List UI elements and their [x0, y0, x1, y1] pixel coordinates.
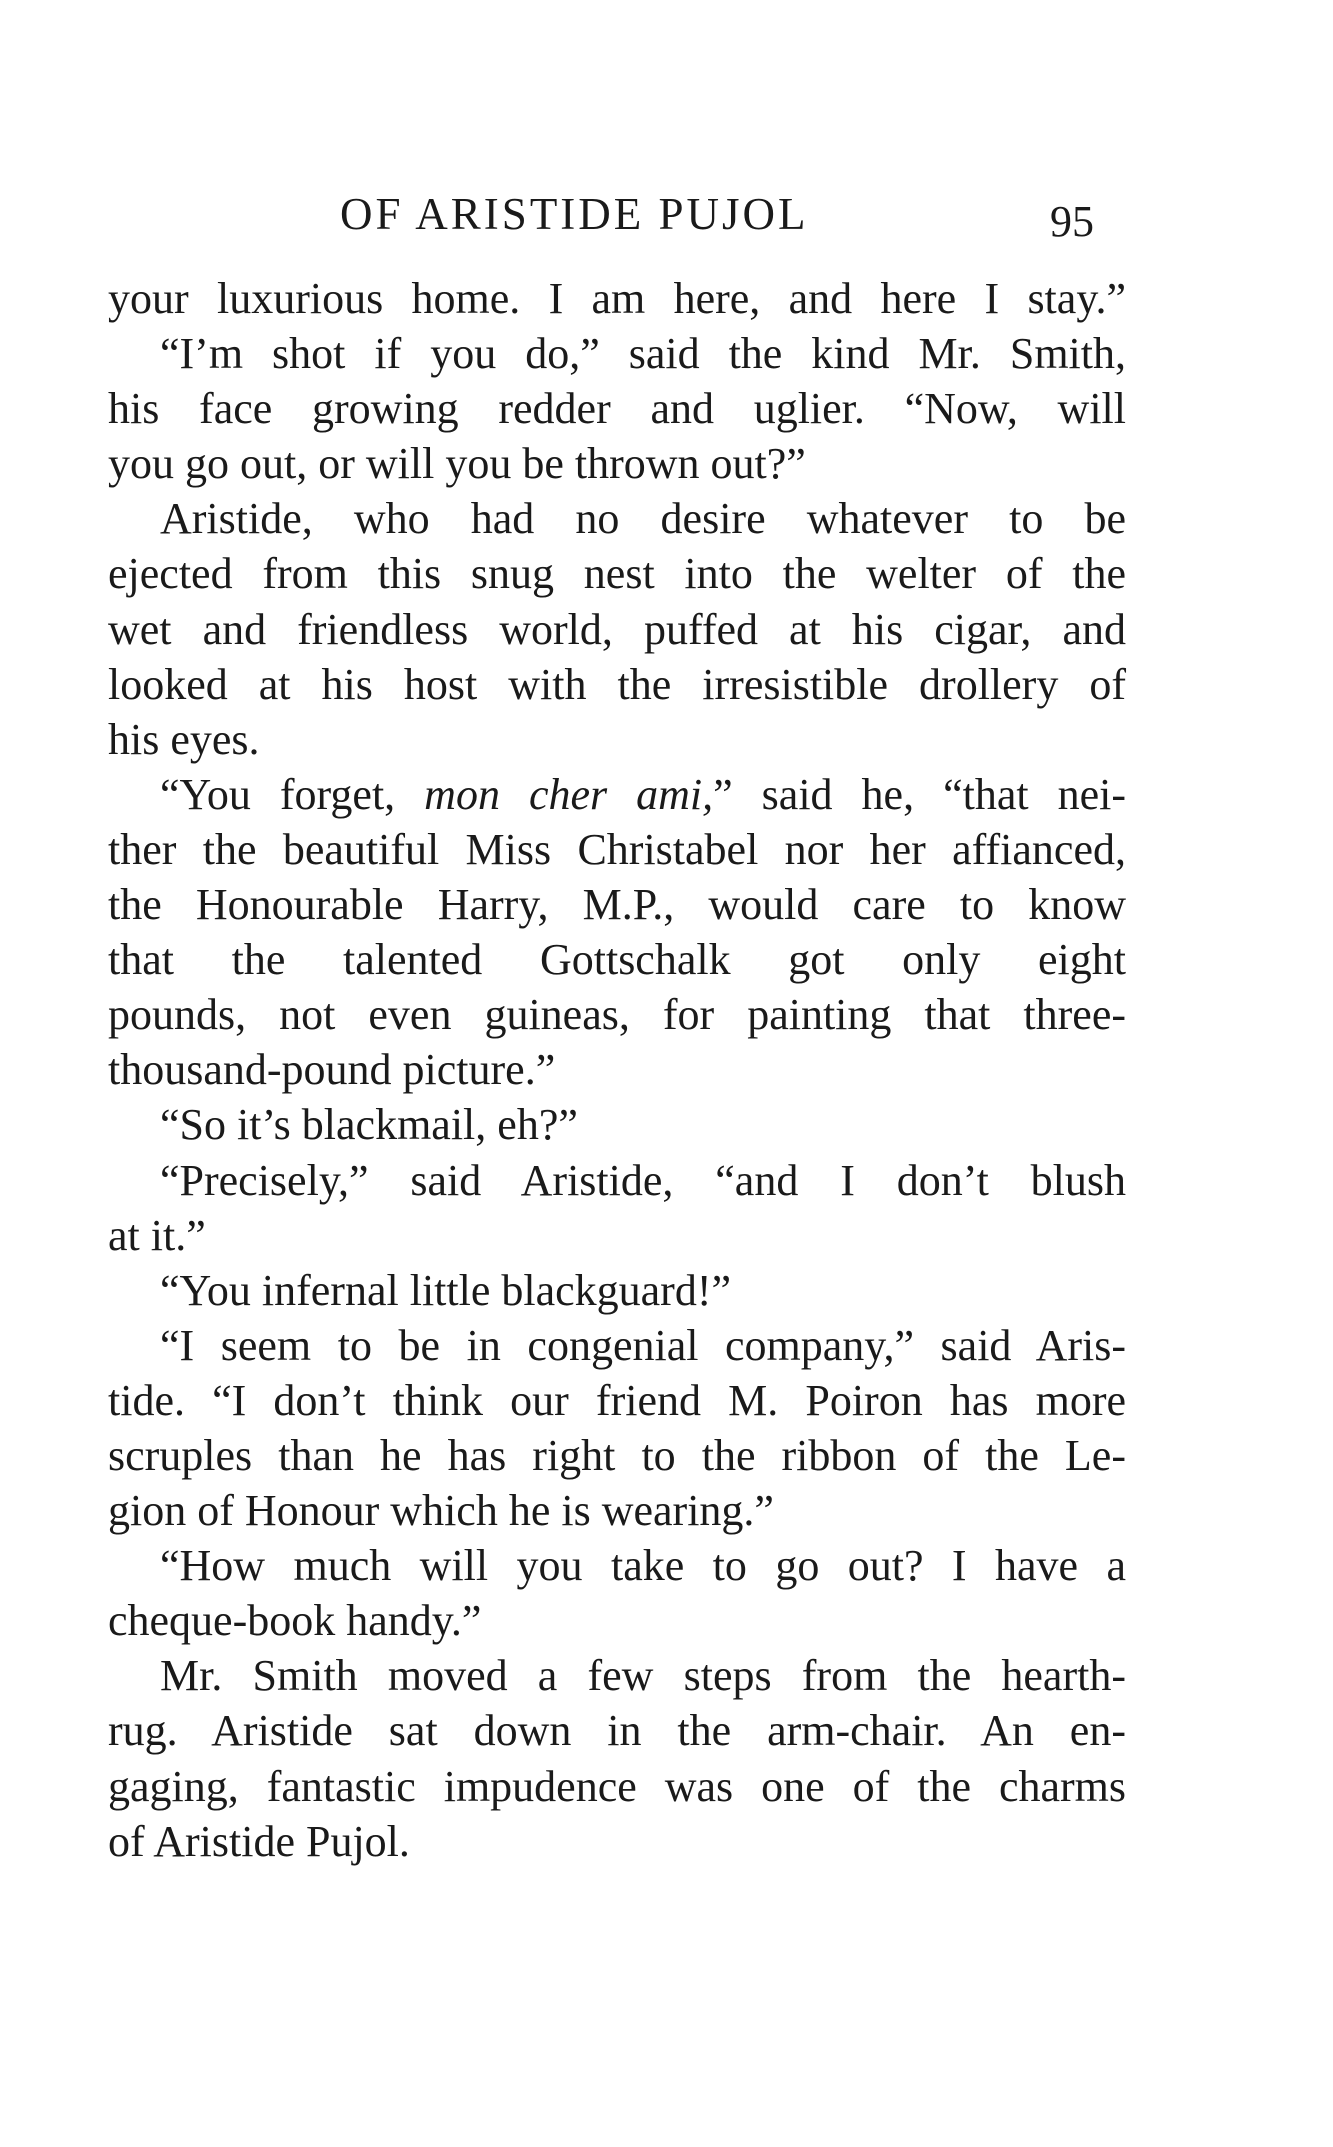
text-line: “I seem to be in congenial company,” said Aris-: [160, 1320, 1126, 1370]
text-segment: ” said he, “that nei-: [713, 769, 1126, 819]
text-line: your luxurious home. I am here, and here I stay.”: [108, 274, 1126, 323]
text-line: ther the beautiful Miss Christabel nor her affianced,: [108, 824, 1126, 874]
text-line: “You infernal little blackguard!”: [160, 1265, 732, 1315]
text-line: gaging, fantastic impudence was one of the charms: [108, 1761, 1126, 1811]
italic-phrase: mon cher ami,: [424, 769, 714, 819]
text-line: you go out, or will you be thrown out?”: [108, 439, 806, 489]
text-line: rug. Aristide sat down in the arm-chair. An en-: [108, 1706, 1126, 1756]
text-line: Mr. Smith moved a few steps from the hearth-: [160, 1651, 1126, 1701]
text-line: wet and friendless world, puffed at his cigar, and: [108, 604, 1126, 654]
text-line: gion of Honour which he is wearing.”: [108, 1486, 774, 1536]
text-line: pounds, not even guineas, for painting that three-: [108, 990, 1126, 1040]
text-line: scruples than he has right to the ribbon of the Le-: [108, 1430, 1126, 1480]
text-line: that the talented Gottschalk got only eight: [108, 935, 1126, 985]
text-line: ejected from this snug nest into the welter of the: [108, 549, 1126, 599]
text-line: “I’m shot if you do,” said the kind Mr. Smith,: [160, 329, 1126, 379]
text-line: tide. “I don’t think our friend M. Poiron has more: [108, 1375, 1126, 1425]
running-title: OF ARISTIDE PUJOL: [340, 189, 809, 239]
text-line: his eyes.: [108, 714, 260, 764]
text-segment: “You forget,: [160, 769, 425, 819]
text-line: Aristide, who had no desire whatever to be: [160, 494, 1126, 544]
text-line: at it.”: [108, 1210, 206, 1260]
text-line: the Honourable Harry, M.P., would care to know: [108, 880, 1126, 930]
text-line: “So it’s blackmail, eh?”: [160, 1100, 578, 1150]
text-line: “Precisely,” said Aristide, “and I don’t blush: [160, 1155, 1126, 1205]
text-line: thousand-pound picture.”: [108, 1045, 556, 1095]
text-line: [108, 767, 1126, 822]
text-line: looked at his host with the irresistible drollery of: [108, 659, 1126, 709]
body-text: [108, 271, 1126, 1869]
text-line: “How much will you take to go out? I have a: [160, 1541, 1126, 1591]
text-line: cheque-book handy.”: [108, 1596, 482, 1646]
text-line: his face growing redder and uglier. “Now, will: [108, 384, 1126, 434]
page-number: 95: [1050, 197, 1094, 246]
text-line: of Aristide Pujol.: [108, 1816, 410, 1866]
running-head: [340, 188, 1130, 248]
